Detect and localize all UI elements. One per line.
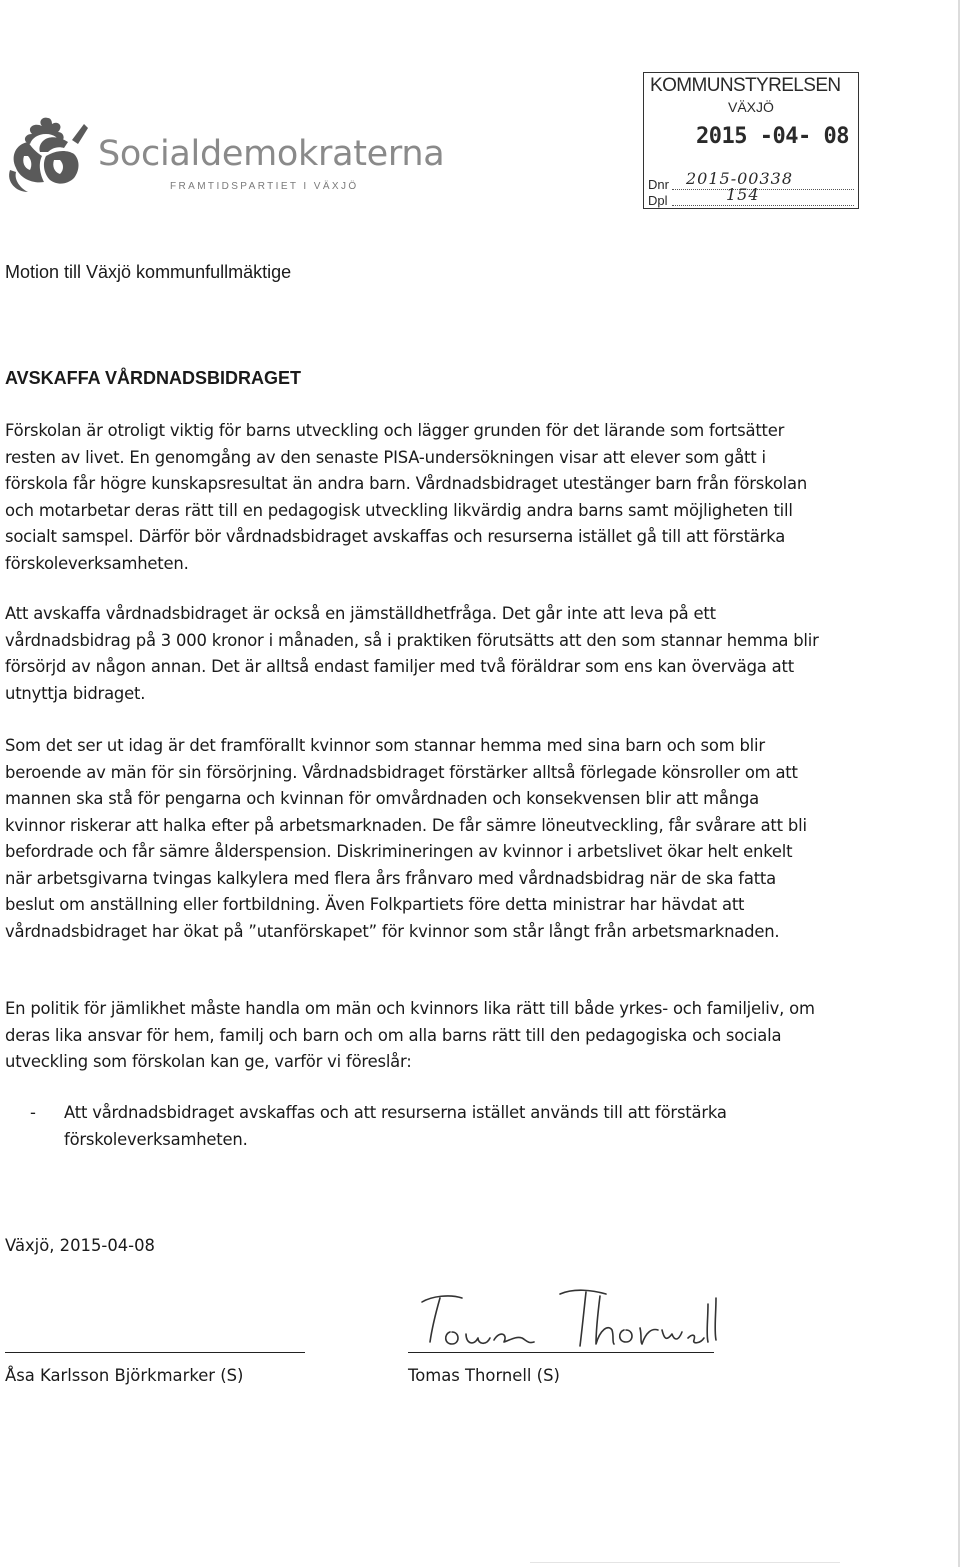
signature-line-2 — [408, 1352, 714, 1353]
stamp-org: KOMMUNSTYRELSEN — [650, 75, 841, 96]
signer-name-1: Åsa Karlsson Björkmarker (S) — [5, 1366, 244, 1385]
place-date: Växjö, 2015-04-08 — [5, 1236, 155, 1255]
rose-fist-icon — [2, 112, 98, 196]
document-heading: Motion till Växjö kommunfullmäktige — [5, 262, 292, 282]
document-title: AVSKAFFA VÅRDNADSBIDRAGET — [5, 368, 302, 388]
stamp-dnr-value: 2015-00338 — [686, 169, 794, 188]
paragraph-1: Förskolan är otroligt viktig för barns utveckling och lägger grunden för det lärande som fortsätter resten av livet. En genomgång av den senaste PISA-undersökningen visar att elever som gått i förskola får högre kunskapsresultat än andra barn. Vårdnadsbidraget utestänger barn från förskolan och motarbetar deras rätt till en pedagogisk utveckling likvärdig andra barns samt möjligheten till socialt samspel. Därför bör vårdnadsbidraget avskaffas och resurserna istället gå till att förstärka förskoleverksamheten. — [5, 421, 808, 573]
org-name: Socialdemokraterna — [98, 134, 445, 174]
stamp-dpl-row — [648, 185, 854, 208]
stamp-dnr-label: Dnr — [648, 177, 669, 192]
stamp-dnr-dots — [672, 189, 854, 190]
paragraph-2: Att avskaffa vårdnadsbidraget är också en jämställdhetfråga. Det går inte att leva på ett vårdnadsbidrag på 3 000 kronor i månaden, så i praktiken förutsätts att den som stannar hemma blir försörjd av någon annan. Det är alltså endast familjer med två föräldrar som ens kan överväga att utnyttja bidraget. — [5, 604, 819, 703]
stamp-dpl-dots — [672, 205, 854, 206]
stamp-city: VÄXJÖ — [728, 99, 774, 115]
registration-stamp — [643, 72, 859, 209]
org-tagline: FRAMTIDSPARTIET I VÄXJÖ — [170, 181, 359, 192]
proposal-text: Att vårdnadsbidraget avskaffas och att resurserna istället används till att förstärka förskoleverksamheten. — [64, 1103, 727, 1149]
list-dash: - — [30, 1103, 36, 1122]
stamp-dpl-value: 154 — [726, 185, 760, 204]
handwritten-signature — [410, 1284, 730, 1356]
stamp-date: 2015 -04- 08 — [696, 124, 849, 149]
signer-name-2: Tomas Thornell (S) — [408, 1366, 560, 1385]
paragraph-3: Som det ser ut idag är det framförallt kvinnor som stannar hemma med sina barn och som blir beroende av män för sin försörjning. Vårdnadsbidraget förstärker alltså förlegade könsroller om att mannen ska stå för pengarna och kvinnan för omvårdnaden och konsekvensen blir att många kvinnor riskerar att halka efter på arbetsmarknaden. De får sämre löneutveckling, får svårare att bli befordrade och får sämre ålderspension. Diskrimineringen av kvinnor i arbetslivet ökar helt enkelt när arbetsgivarna tvingas kalkylera med flera års frånvaro med vårdnadsbidrag när de ska fatta beslut om anställning eller fortbildning. Även Folkpartiets före detta ministrar har hävdat att vårdnadsbidraget har ökat på ”utanförskapet” för kvinnor som står långt från arbetsmarknaden. — [5, 736, 807, 941]
stamp-dpl-label: Dpl — [648, 193, 668, 208]
signature-line-1 — [5, 1352, 305, 1353]
proposal-list-item — [30, 1100, 790, 1153]
scan-edge-bottom — [530, 1562, 840, 1563]
paragraph-4: En politik för jämlikhet måste handla om män och kvinnors lika rätt till både yrkes- och familjeliv, om deras lika ansvar för hem, familj och barn och om alla barns rätt till den pedagogiska och sociala utveckling som förskolan kan ge, varför vi föreslår: — [5, 999, 815, 1071]
